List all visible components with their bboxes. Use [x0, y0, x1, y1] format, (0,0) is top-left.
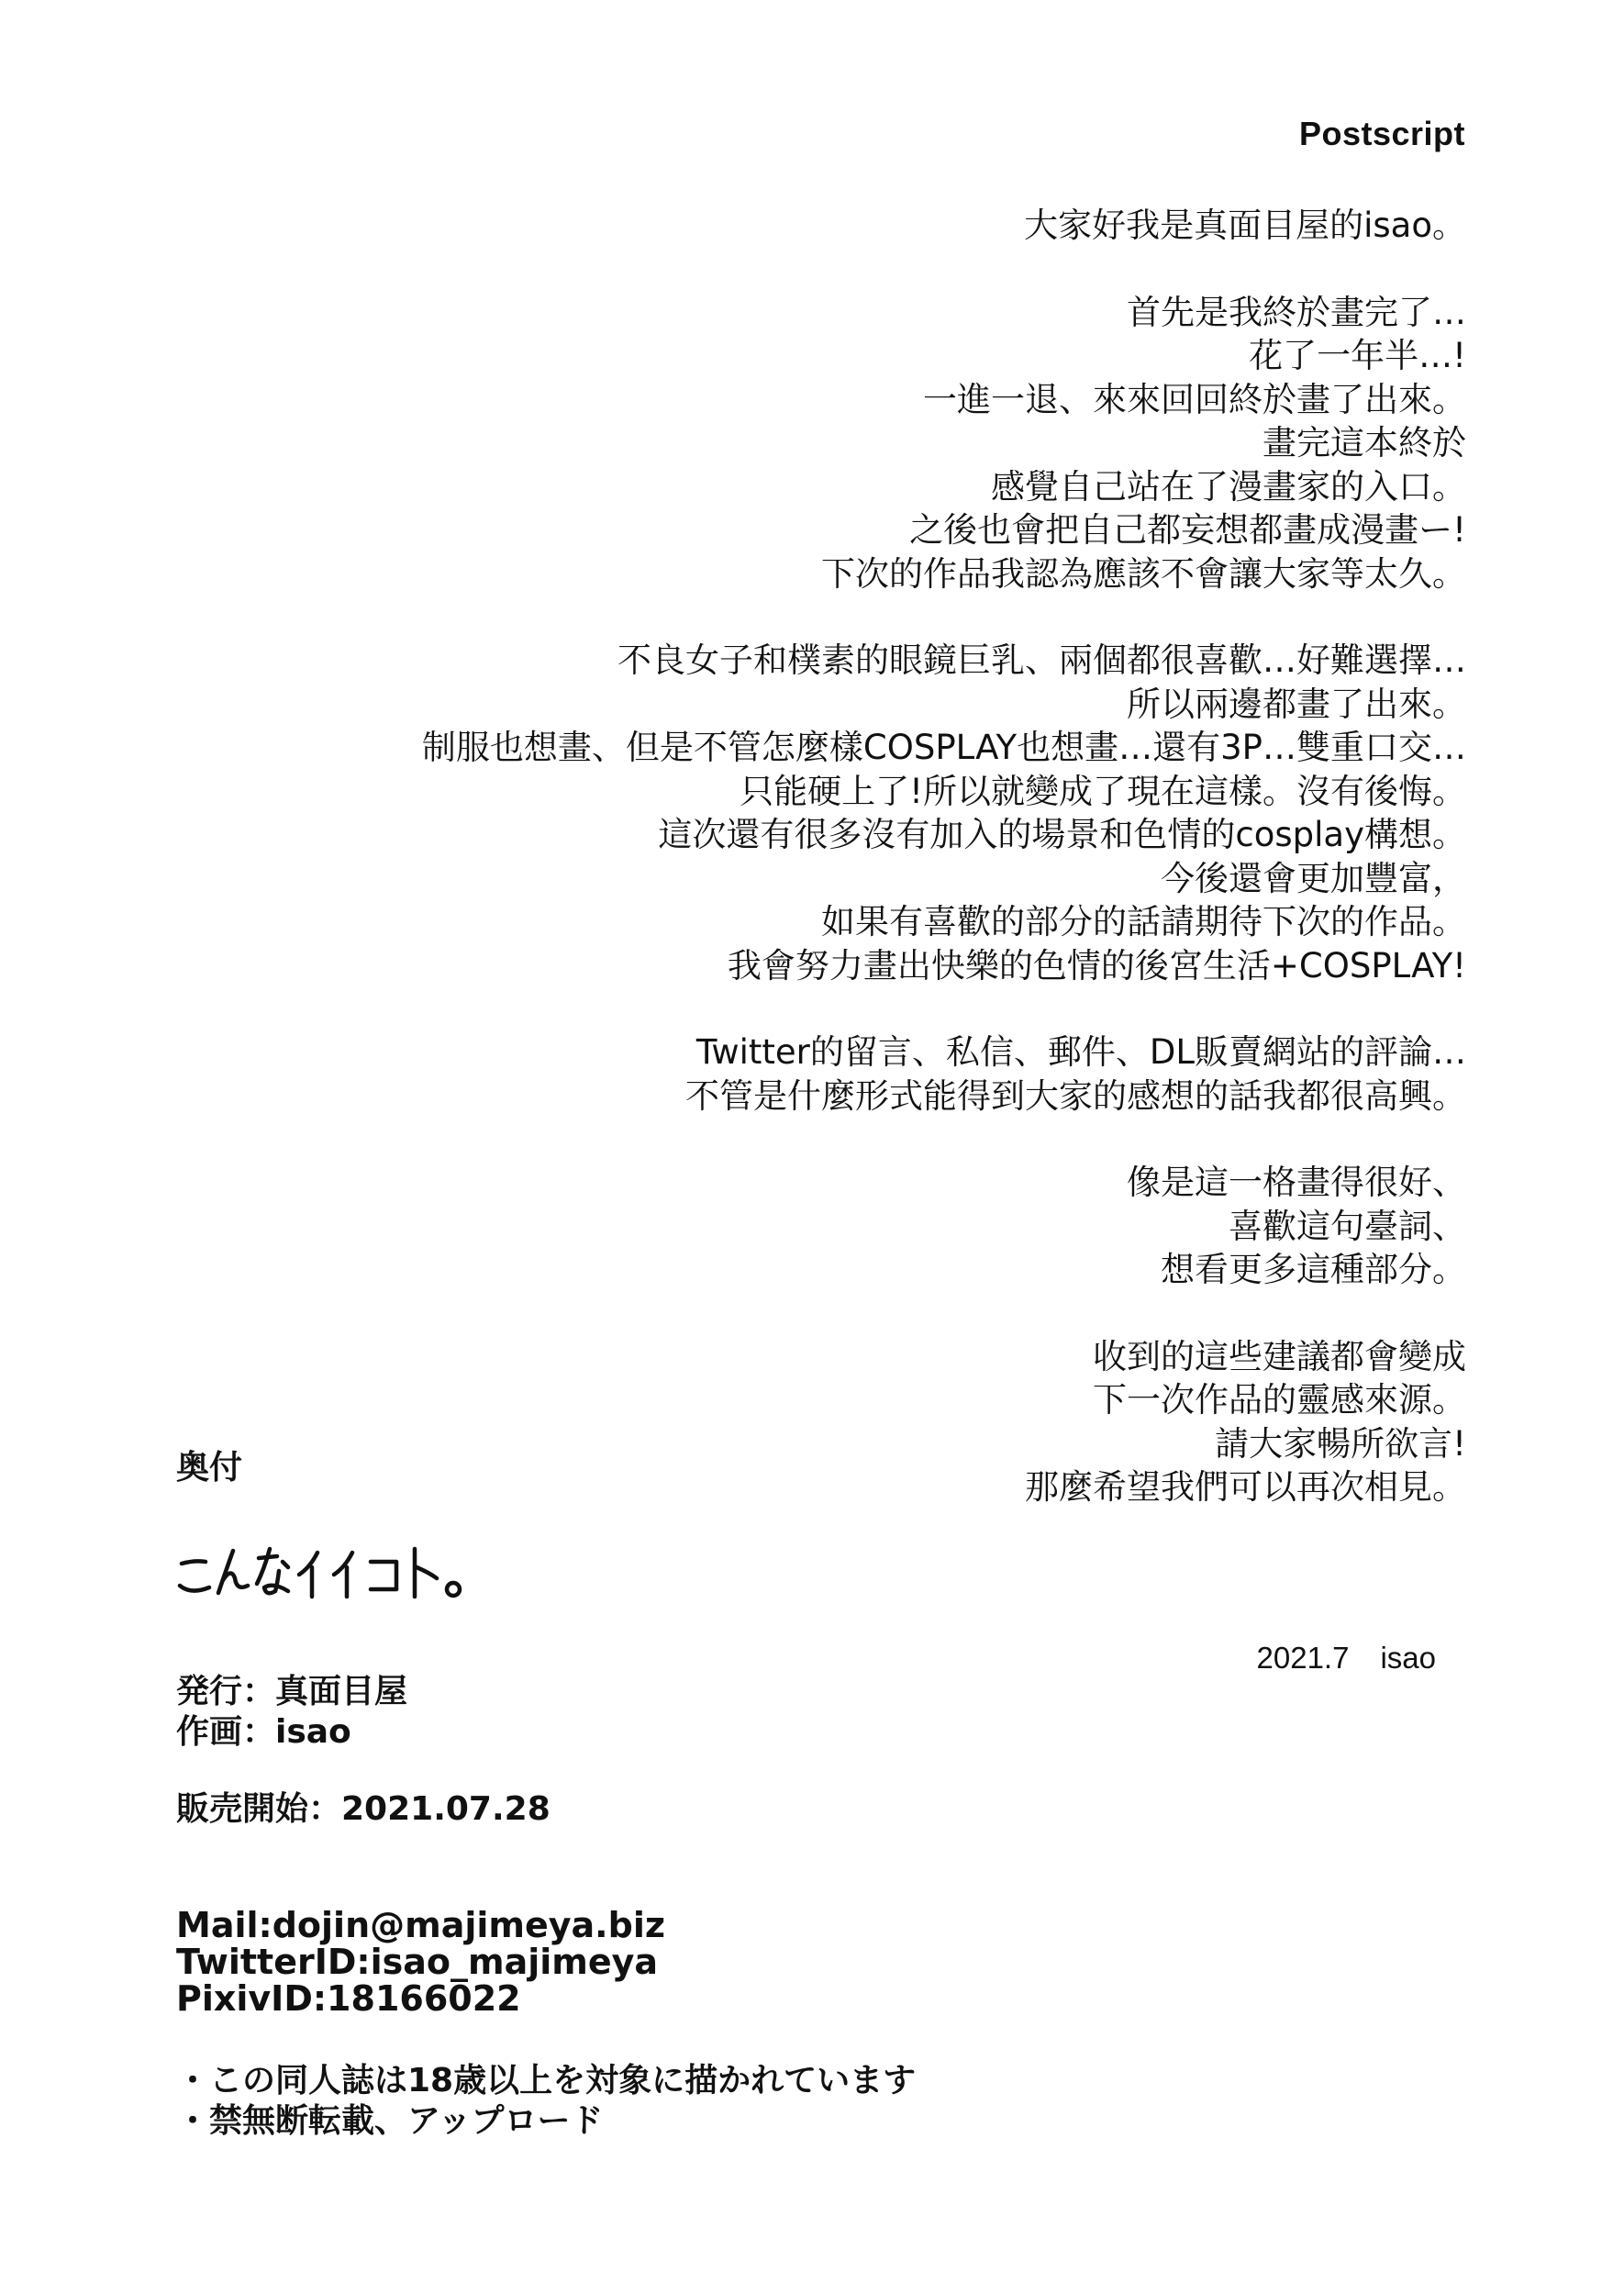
- pixiv-line: PixivID:18166022: [176, 1978, 521, 2019]
- postscript-line: 畫完這本終於: [1262, 423, 1466, 462]
- age-notice: ・この同人誌は18歳以上を対象に描かれています: [176, 2062, 917, 2099]
- postscript-paragraph: [90, 1030, 1466, 1118]
- postscript-paragraph: [90, 204, 1466, 248]
- postscript-line: 不管是什麼形式能得到大家的感想的話我都很高興。: [685, 1075, 1466, 1116]
- twitter-line: TwitterID:isao_majimeya: [176, 1942, 659, 1982]
- postscript-line: 下一次作品的靈感來源。: [1093, 1380, 1466, 1420]
- postscript-body: [90, 204, 1466, 1553]
- postscript-line: 一進一退、來來回回終於畫了出來。: [923, 379, 1466, 419]
- postscript-paragraph: [90, 1335, 1466, 1509]
- postscript-line: 像是這一格畫得很好、: [1127, 1163, 1466, 1202]
- artist-line: 作画：isao: [176, 1713, 351, 1751]
- release-date-line: 販売開始：2021.07.28: [176, 1790, 551, 1828]
- postscript-line: 大家好我是真面目屋的isao。: [1024, 206, 1466, 245]
- postscript-line: 喜歡這句臺詞、: [1229, 1206, 1466, 1246]
- publisher-line: 発行：真面目屋: [176, 1673, 408, 1710]
- postscript-line: 首先是我終於畫完了…: [1127, 292, 1466, 332]
- postscript-line: 請大家暢所欲言!: [1215, 1423, 1466, 1464]
- repost-notice: ・禁無断転載、アップロード: [176, 2102, 604, 2140]
- postscript-line: 收到的這些建議都會變成: [1093, 1336, 1466, 1376]
- title-logo: [174, 1527, 505, 1609]
- colophon-contact: [176, 1907, 665, 2017]
- postscript-paragraph: [90, 291, 1466, 596]
- postscript-line: 花了一年半…!: [1249, 336, 1466, 375]
- signature-date: 2021.7: [1256, 1641, 1350, 1675]
- postscript-line: 制服也想畫、但是不管怎麼樣COSPLAY也想畫…還有3P…雙重口交…: [421, 728, 1466, 767]
- colophon-notes: [176, 2061, 916, 2142]
- postscript-paragraph: [90, 1161, 1466, 1292]
- postscript-line: 我會努力畫出快樂的色情的後宮生活+COSPLAY!: [727, 945, 1466, 986]
- postscript-line: 這次還有很多沒有加入的場景和色情的cosplay構想。: [658, 815, 1466, 854]
- postscript-line: 只能硬上了!所以就變成了現在這樣。沒有後悔。: [740, 771, 1466, 811]
- postscript-line: 不良女子和樸素的眼鏡巨乳、兩個都很喜歡…好難選擇…: [617, 640, 1466, 680]
- colophon-credits: [176, 1672, 407, 1753]
- postscript-paragraph: [90, 639, 1466, 987]
- postscript-line: 想看更多這種部分。: [1161, 1250, 1466, 1289]
- postscript-line: 所以兩邊都畫了出來。: [1127, 684, 1466, 724]
- postscript-line: Twitter的留言、私信、郵件、DL販賣網站的評論…: [695, 1032, 1466, 1072]
- colophon-heading: 奥付: [176, 1449, 243, 1487]
- postscript-line: 感覺自己站在了漫畫家的入口。: [991, 466, 1466, 507]
- postscript-line: 今後還會更加豐富，: [1161, 858, 1466, 898]
- postscript-line: 如果有喜歡的部分的話請期待下次的作品。: [821, 902, 1466, 941]
- postscript-line: 下次的作品我認為應該不會讓大家等太久。: [821, 553, 1466, 594]
- postscript-line: 那麼希望我們可以再次相見。: [1025, 1467, 1466, 1507]
- postscript-line: 之後也會把自己都妄想都畫成漫畫ー!: [909, 510, 1466, 550]
- postscript-title: Postscript: [1298, 115, 1465, 152]
- signature-name: isao: [1380, 1641, 1436, 1675]
- postscript-signature: [1257, 1641, 1436, 1676]
- mail-line: Mail:dojin@majimeya.biz: [176, 1905, 665, 1945]
